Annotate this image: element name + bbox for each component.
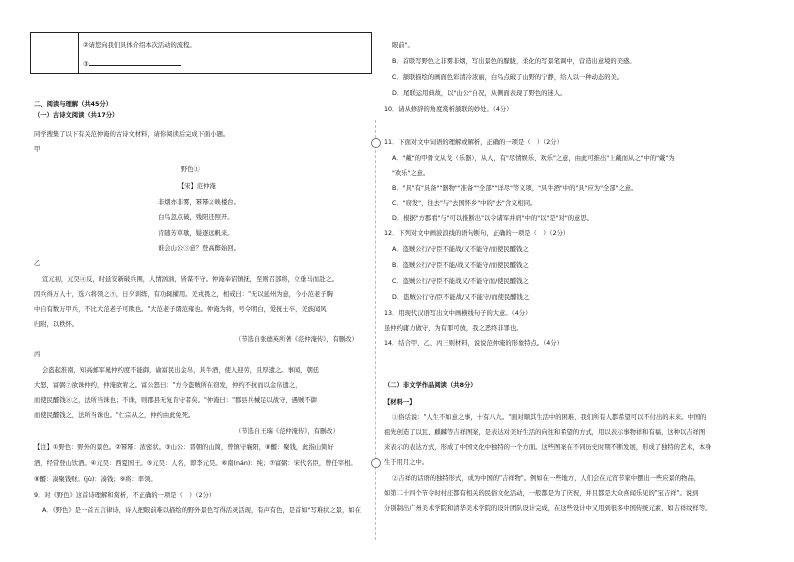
label-bing: 丙 (34, 351, 41, 358)
poem-line: 非烟亦非雾，幂幂②映楼台。 (158, 199, 240, 206)
q9-option-d: D．尾联运用典故，以"山公"自况，从侧面表现了野色的迷人。 (392, 90, 567, 97)
answer-blank[interactable] (89, 60, 181, 66)
bing-text-line: 大怒，富弼⑦欲诛仲约，仲淹欲宥之。富公怒曰："方今盗贼所在窃发，仲约不抗而以金帛遗之， (34, 382, 302, 389)
yi-text-line: 宣元初，元昊④反，时延安新破兵围，人情汹汹，皆谋不守。仲淹奉诏镇抚，至则召部将，立垂马而赴之。 (42, 276, 338, 283)
material-1-label: 【材料一】 (384, 399, 416, 406)
binding-hole (371, 138, 381, 148)
bing-text-line: 会盗起淮南，知高邮军晁仲约度不能御，谕富民出金帛，具牛酒，使人迎劳，且厚遗之。事闻，朝廷 (42, 367, 320, 374)
q12-option-c: C．盗贼公行/守臣不能战又/不能守而/使民醵钱之 (392, 278, 529, 285)
material-text-line: 来表示的表达方式，形成了中国文化中独特的一个方面。这些图案在不同历史时期不断发展，形成了独特的艺术，本身 (384, 444, 712, 451)
material-text-line: 分别制出广州美术学院和清华美术学院的设计团队设计完成，在这些设计中又用到很多中国传统元素，如吉祥纹样等。 (384, 505, 712, 512)
subsection-2-title: （二）非文学作品阅读（共8分） (384, 382, 477, 389)
bing-text-line: 而使民醵钱之，法所当诛也。"仁宗从之，仲约由此免死。 (34, 412, 195, 419)
poem-line: 谁会山公③意？登高醉始回。 (158, 245, 240, 252)
table-row-2: ③ (83, 60, 181, 69)
label-yi: 乙 (34, 260, 41, 267)
q13-sentence: 虽仲约庸力做守，为有罪可放，我之恶终非罪也。 (384, 325, 523, 332)
notes-line: ⑧醵：凑聚钱财。(jù)：凑钱；⑨将：率领。 (34, 476, 157, 483)
poem-line: 肯随芳草歇，疑逐远帆来。 (158, 230, 234, 237)
material-text-line: 祖先创造了以瓦、麒麟等吉祥图案，是表达对美好生活的向往和希望的方式，用以表示事物祥和有福，这种以吉祥图 (384, 429, 706, 436)
section-2-title: 二、阅读与理解（共45分） (34, 101, 113, 108)
q9-option-b: B．首联写野色之非雾非烟，写出景色的朦胧，柔化的写景笔调中，营造出意境的美感。 (392, 58, 636, 65)
binding-hole (371, 458, 381, 468)
intro-text: 同学搜集了以下有关范仲淹的古诗文材料，请你阅读后完成下面小题。 (34, 131, 230, 138)
activity-table (30, 32, 372, 74)
yi-source: （节选自张德英所著《范仲淹传》，有删改） (235, 336, 358, 343)
binding-line (375, 120, 376, 540)
material-text-line: 生于用月之中。 (384, 459, 429, 466)
q12-option-d: D．盗贼公行守/臣不能战/又不能守/而使民醵钱之 (392, 294, 530, 301)
label-jia: 甲 (34, 146, 41, 153)
q9-option-c: C．颔联描绘的画面色彩清冷浓丽，白鸟点破了山野的宁静，给人以一种动态的美。 (392, 74, 624, 81)
poem-line: 白鸟忽点破，残阳还照开。 (158, 214, 234, 221)
bing-text-line: 而使民醵钱⑧之，法所当诛也；不诛，则郡县无复肯守者矣。"仲淹曰："郡县兵械足以战守，遇贼不御 (34, 397, 317, 404)
q12-option-a: A．盗贼公行/守臣不能战/又不能守/而使民醵钱之 (392, 246, 529, 253)
bing-source: （节选自王瑞《范仲淹传》，有删改） (235, 428, 339, 435)
question-14: 14．结合甲、乙、丙三则材料，说说范仲淹的形象特点。（4分） (384, 340, 563, 347)
yi-text-line: 因兵得万人十，选六将领之⑤，日夕训练，有功辄擢用。羌戎畏之，相戒曰："无以延州为意，今小范老子胸 (34, 291, 333, 298)
question-9: 9．对《野色》这首诗理解和赏析，不正确的一项是（ ）（2分） (34, 492, 216, 499)
table-row-1: ②请您向我们具体介绍本次活动的流程。 (83, 42, 196, 49)
q11-option-a: A．"戴"的甲骨文从戈（乐器），从人，有"尽情娱乐、欢乐"之意，由此可推出"上戴而从之"中的"戴"为 (392, 155, 675, 162)
material-text-line: ①俗话说："人生不如意之事，十有八九。"面对顺其生活中的困难，我们所有人都希望可以不付出的未来。中国的 (392, 414, 707, 421)
table-divider (78, 33, 79, 73)
material-text-line: 如第二十四个节令时村庄都有相关的民俗文化活动，一般都是为了庆祝，并且都是大众喜闻乐见的"宝吉祥"。说到 (384, 490, 699, 497)
poem-title: 野色① (181, 166, 200, 173)
yi-text-line: 中自有数万甲兵，不比大范老子可欺也。"大范老子谓范雍也。仲淹为将，号令明白，爱抚士卒，羌族闻风 (34, 306, 327, 313)
q11-option-c: C．"窃发"，往去"与"去国怀乡"中的"去"含义相同。 (392, 200, 537, 207)
material-text-line: ②吉祥的话语的独特形式，成为中国的"吉祥物"。例如在一些地方，人们会在元宵节家中摆出一些应景的物品， (392, 475, 701, 482)
notes-line: 酒，经常登山饮酒。④元昊：西夏国王。⑤元昊：人名，即李元昊。⑥南(nán)：纯；⑦富弼：宋代名臣，曾任宰相。 (34, 460, 357, 467)
question-11: 11．下面对文中词语的理解或解析，正确的一项是（ ）（2分） (384, 139, 563, 146)
yi-text-line: 归附，以秩怀。 (34, 321, 79, 328)
q11-option-b: B．"具"有"具备""器物""准备""全部""详尽"等义项，"具牛酒"中的"具"应为"全部"之意。 (392, 185, 638, 192)
q9-option-a: A．《野色》是一首五言律诗，诗人把眼前难以描绘的野外景色写得活灵活现，有声有色，是首如"写难状之景，如在 (42, 507, 361, 514)
question-12: 12．下列对文中画波浪线的语句断句，正确的一项是（ ）（2分） (384, 230, 570, 237)
question-10: 10．请从修辞的角度赏析颔联的妙处。（4分） (384, 106, 513, 113)
q9a-continued: 眼前"。 (392, 42, 414, 49)
q11-option-a-cont: "欢乐"之意。 (392, 170, 430, 177)
q11-option-d: D．根据"方郡看"与"可以推断出"以令诸军并肩"中的"以"是"对"的意思。 (392, 215, 593, 222)
q12-option-b: B．盗贼公行/守臣不能/战又不能守/而使民醵钱之 (392, 262, 529, 269)
notes-line: 【注】①野色：野外的景色。②幂幂：浓密状。③山公：晋朝的山简，曾镇守襄阳，⑧醵：聚钱，此指山简好 (34, 444, 334, 451)
subsection-1-title: （一）古诗文阅读（共17分） (34, 112, 119, 119)
poem-author: 【宋】范仲淹 (178, 183, 216, 190)
question-13: 13．用现代汉语写出文中画横线句子的大意。（4分） (384, 310, 532, 317)
